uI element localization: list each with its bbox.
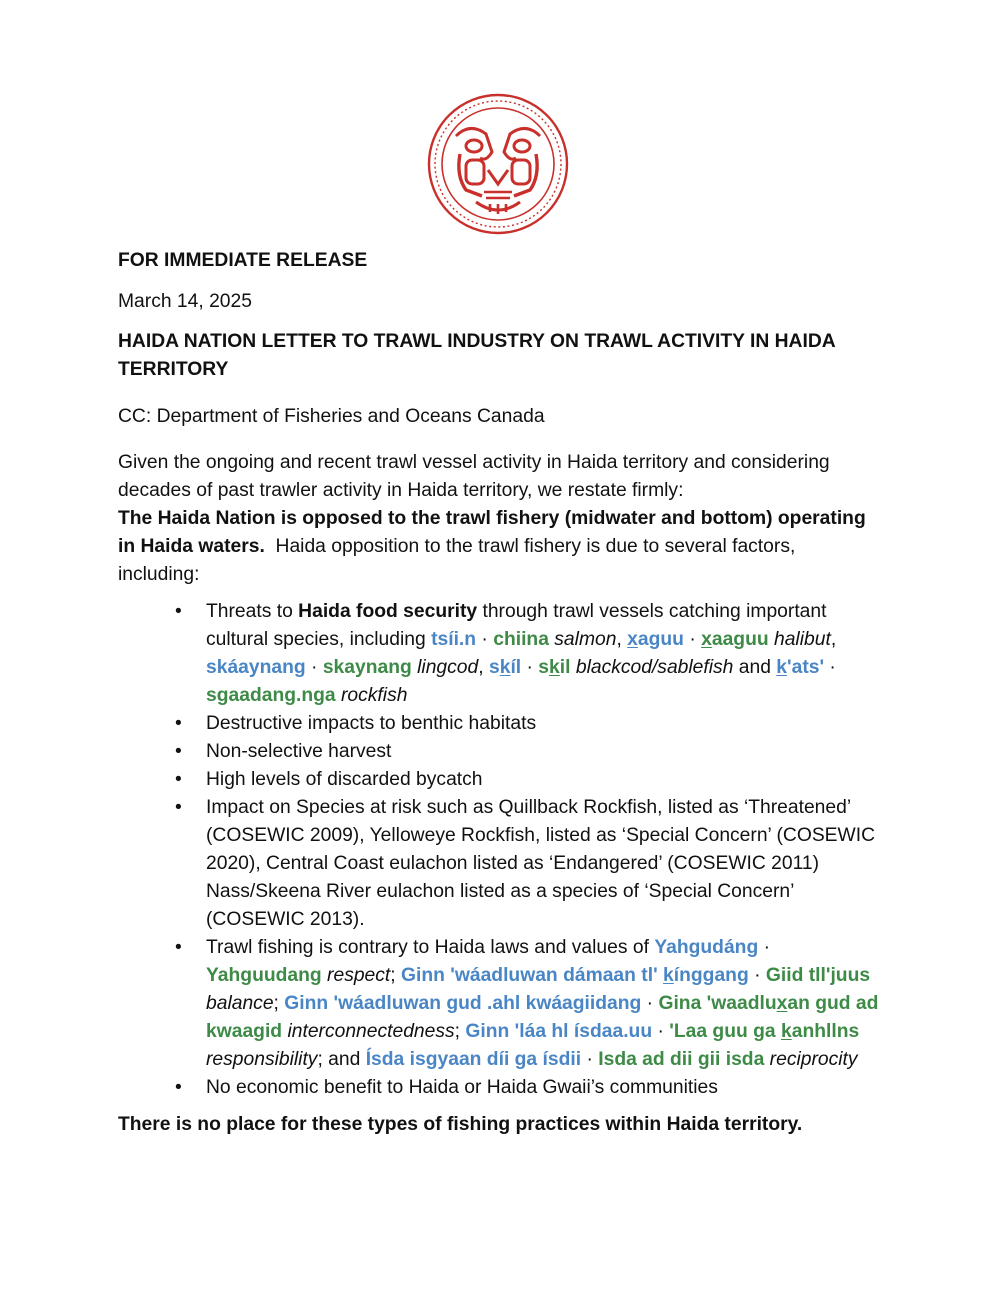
text: íl bbox=[510, 657, 522, 678]
haida-word-kats bbox=[776, 657, 824, 678]
text: ínggang bbox=[673, 965, 749, 986]
food-security-term: Haida food security bbox=[298, 601, 478, 622]
haida-nation-seal-icon bbox=[426, 92, 570, 236]
text: Gina 'waadlu bbox=[658, 993, 777, 1014]
haida-word-tsiin: tsíi.n bbox=[431, 629, 477, 650]
english-respect: respect bbox=[321, 965, 391, 986]
english-rockfish: rockfish bbox=[335, 685, 408, 706]
factors-list bbox=[118, 598, 898, 1102]
text: • Impact on Species at risk such as Quillback Rockfish, listed as ‘Threatened’ bbox=[206, 797, 852, 818]
list-item-bycatch: • High levels of discarded bycatch bbox=[118, 766, 898, 794]
haida-word-xaaguu bbox=[701, 629, 769, 650]
underlined-letter: x bbox=[627, 629, 638, 650]
text: (COSEWIC 2009), Yelloweye Rockfish, listed as ‘Special Concern’ (COSEWIC bbox=[206, 825, 876, 846]
opposition-statement-line-1: The Haida Nation is opposed to the trawl fishery (midwater and bottom) operating bbox=[118, 508, 866, 529]
english-halibut: halibut bbox=[768, 629, 831, 650]
text: ; and bbox=[317, 1049, 366, 1070]
english-lingcod: lingcod bbox=[411, 657, 479, 678]
text: s bbox=[538, 657, 550, 678]
page-title bbox=[118, 328, 888, 384]
text: and bbox=[733, 657, 777, 678]
separator: · bbox=[748, 965, 766, 986]
separator: , bbox=[830, 629, 837, 650]
haida-word-chiina: chiina bbox=[493, 629, 549, 650]
haida-word-skaaynang: skáaynang bbox=[206, 657, 306, 678]
text: il bbox=[559, 657, 571, 678]
separator: ; bbox=[390, 965, 401, 986]
haida-phrase-laa-guu bbox=[669, 1021, 859, 1042]
text: aaguu bbox=[711, 629, 769, 650]
text: 'ats' bbox=[787, 657, 825, 678]
separator: · bbox=[521, 657, 539, 678]
haida-phrase-ginn-isdaauu: Ginn 'láa hl ísdaa.uu bbox=[465, 1021, 653, 1042]
list-item-food-security bbox=[118, 598, 898, 710]
list-item-nonselective: • Non-selective harvest bbox=[118, 738, 898, 766]
haida-word-skil-2 bbox=[538, 657, 570, 678]
list-item-species-at-risk bbox=[118, 794, 898, 934]
haida-word-xaguu bbox=[627, 629, 684, 650]
opposition-reason: Haida opposition to the trawl fishery is due to several factors, bbox=[264, 536, 796, 557]
text: (COSEWIC 2013). bbox=[206, 909, 365, 930]
separator: · bbox=[641, 993, 659, 1014]
text: 2020), Central Coast eulachon listed as ‘Endangered’ (COSEWIC 2011) bbox=[206, 853, 820, 874]
separator: ; bbox=[273, 993, 285, 1014]
underlined-letter: x bbox=[776, 993, 788, 1014]
haida-word-yahguudang: Yahguudang bbox=[206, 965, 322, 986]
haida-phrase-giid-tlljuus: Giid tll'juus bbox=[765, 965, 871, 986]
text: an gud ad bbox=[787, 993, 879, 1014]
underlined-letter: k bbox=[776, 657, 788, 678]
separator: · bbox=[652, 1021, 670, 1042]
english-blackcod: blackcod/sablefish bbox=[570, 657, 734, 678]
text: s bbox=[488, 657, 500, 678]
separator: · bbox=[581, 1049, 599, 1070]
english-interconnectedness: interconnectedness bbox=[282, 1021, 455, 1042]
haida-phrase-isda-isgyaan: Ísda isgyaan díi ga ísdii bbox=[365, 1049, 582, 1070]
text: through trawl vessels catching important bbox=[477, 601, 827, 622]
title-line-1: HAIDA NATION LETTER TO TRAWL INDUSTRY ON TRAWL ACTIVITY IN HAIDA bbox=[118, 331, 836, 352]
text: Ginn 'wáadluwan dámaan tl' bbox=[401, 965, 664, 986]
text: aguu bbox=[637, 629, 684, 650]
separator: · bbox=[476, 629, 494, 650]
text: anhllns bbox=[791, 1021, 860, 1042]
underlined-letter: k bbox=[499, 657, 511, 678]
release-label: FOR IMMEDIATE RELEASE bbox=[118, 250, 368, 271]
english-responsibility: responsibility bbox=[206, 1049, 318, 1070]
intro-line-2: decades of past trawler activity in Haida territory, we restate firmly: bbox=[118, 480, 684, 501]
separator: · bbox=[758, 937, 776, 958]
text: cultural species, including bbox=[206, 629, 432, 650]
cc-line: CC: Department of Fisheries and Oceans Canada bbox=[118, 406, 545, 427]
separator: · bbox=[683, 629, 702, 650]
separator: ; bbox=[454, 1021, 466, 1042]
closing-statement: There is no place for these types of fishing practices within Haida territory. bbox=[118, 1114, 803, 1135]
haida-phrase-ginn-kwaagiidang: Ginn 'wáadluwan gud .ahl kwáagiidang bbox=[284, 993, 642, 1014]
list-item-haida-laws bbox=[118, 934, 898, 1074]
haida-word-yahgudang: Yahgudáng bbox=[654, 937, 759, 958]
text: Trawl fishing is contrary to Haida laws and values of bbox=[206, 937, 655, 958]
separator: · bbox=[305, 657, 323, 678]
intro-paragraph bbox=[118, 449, 888, 589]
intro-line-1: Given the ongoing and recent trawl vessel activity in Haida territory and considering bbox=[118, 452, 830, 473]
english-salmon: salmon bbox=[548, 629, 617, 650]
list-item-benthic: • Destructive impacts to benthic habitats bbox=[118, 710, 898, 738]
list-item-economic: • No economic benefit to Haida or Haida Gwaii’s communities bbox=[118, 1074, 898, 1102]
separator: , bbox=[616, 629, 628, 650]
haida-word-skaynang: skaynang bbox=[322, 657, 412, 678]
haida-word-kwaagid: kwaagid bbox=[206, 1021, 283, 1042]
haida-phrase-gina-waadluxan bbox=[658, 993, 878, 1014]
text: Nass/Skeena River eulachon listed as a species of ‘Special Concern’ bbox=[206, 881, 795, 902]
release-date: March 14, 2025 bbox=[118, 291, 252, 312]
haida-phrase-ginn-kinggang bbox=[401, 965, 749, 986]
underlined-letter: x bbox=[701, 629, 712, 650]
english-balance: balance bbox=[206, 993, 274, 1014]
haida-word-sgaadang-nga: sgaadang.nga bbox=[206, 685, 336, 706]
english-reciprocity: reciprocity bbox=[764, 1049, 858, 1070]
separator: · bbox=[824, 657, 842, 678]
separator: , bbox=[478, 657, 489, 678]
underlined-letter: k bbox=[549, 657, 560, 678]
underlined-letter: k bbox=[663, 965, 674, 986]
haida-word-skil bbox=[489, 657, 521, 678]
opposition-statement-line-2 bbox=[118, 533, 888, 561]
haida-phrase-isda-ad-dii: Isda ad dii gii isda bbox=[598, 1049, 765, 1070]
text: 'Laa guu ga bbox=[669, 1021, 781, 1042]
underlined-letter: k bbox=[780, 1021, 792, 1042]
opposition-statement-bold: in Haida waters. bbox=[118, 536, 265, 557]
text: Threats to bbox=[206, 601, 299, 622]
title-line-2: TERRITORY bbox=[118, 359, 229, 380]
intro-line-5: including: bbox=[118, 564, 200, 585]
